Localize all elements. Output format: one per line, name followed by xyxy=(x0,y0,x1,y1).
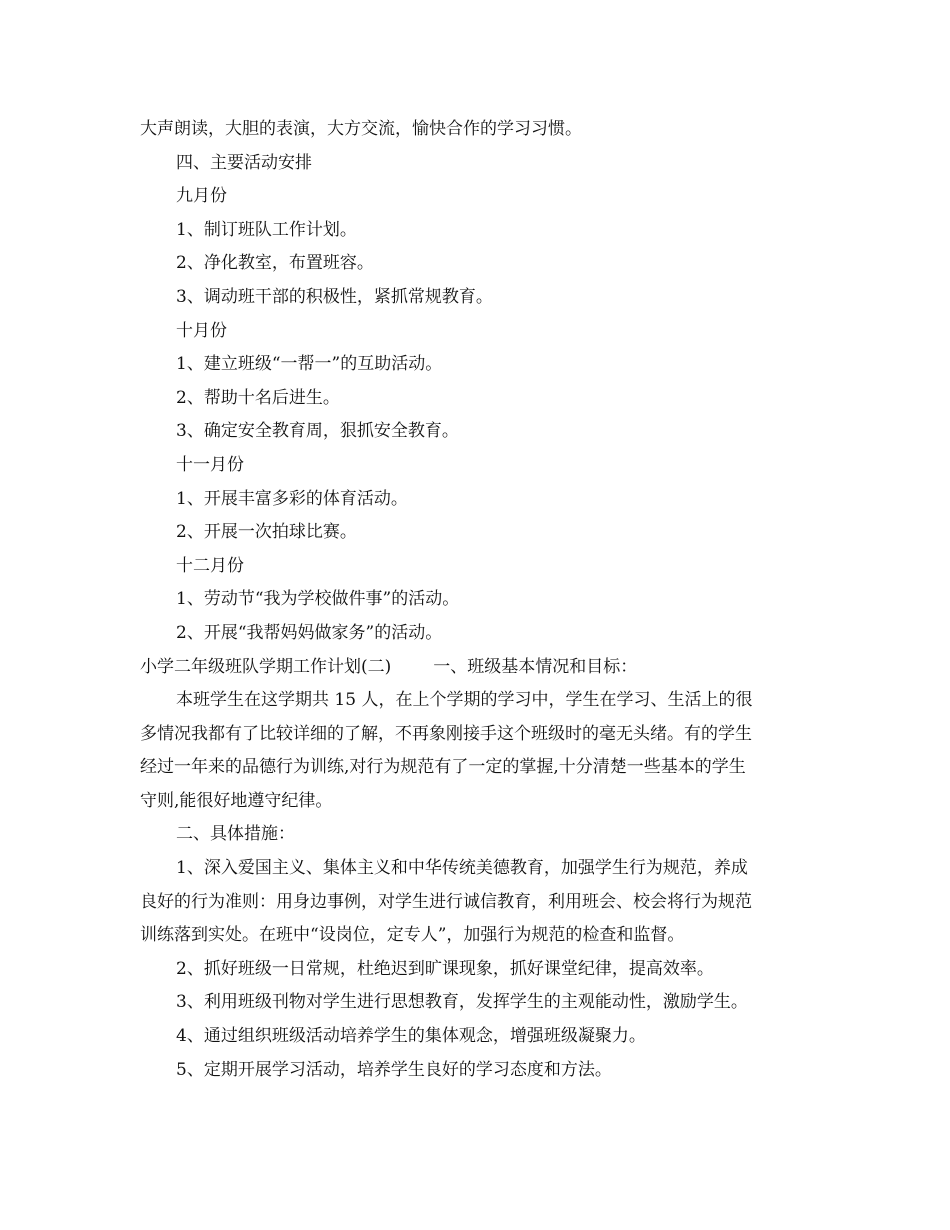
paragraph-line: 训练落到实处。在班中“设岗位，定专人”，加强行为规范的检查和监督。 xyxy=(140,925,685,946)
section-title: 小学二年级班队学期工作计划(二) xyxy=(140,656,392,677)
month-heading: 十月份 xyxy=(176,320,227,341)
list-item: 3、确定安全教育周，狠抓安全教育。 xyxy=(176,421,459,442)
paragraph-line: 本班学生在这学期共 15 人，在上个学期的学习中，学生在学习、生活上的很 xyxy=(176,690,753,711)
section-title-line xyxy=(140,651,815,685)
month-heading: 十一月份 xyxy=(176,454,244,475)
paragraph-line: 1、深入爱国主义、集体主义和中华传统美德教育，加强学生行为规范，养成 xyxy=(176,858,748,879)
list-item: 5、定期开展学习活动，培养学生良好的学习态度和方法。 xyxy=(176,1059,612,1080)
list-item: 1、制订班队工作计划。 xyxy=(176,219,357,240)
list-item: 2、帮助十名后进生。 xyxy=(176,387,340,408)
paragraph-line: 经过一年来的品德行为训练,对行为规范有了一定的掌握,十分清楚一些基本的学生 xyxy=(140,757,746,778)
section-heading: 四、主要活动安排 xyxy=(176,152,312,173)
list-item: 1、劳动节“我为学校做件事”的活动。 xyxy=(176,589,460,610)
list-item: 2、抓好班级一日常规，杜绝迟到旷课现象，抓好课堂纪律，提高效率。 xyxy=(176,958,714,979)
list-item: 4、通过组织班级活动培养学生的集体观念，增强班级凝聚力。 xyxy=(176,1026,646,1047)
list-item: 3、利用班级刊物对学生进行思想教育，发挥学生的主观能动性，激励学生。 xyxy=(176,992,748,1013)
list-item: 2、净化教室，布置班容。 xyxy=(176,253,374,274)
list-item: 2、开展“我帮妈妈做家务”的活动。 xyxy=(176,622,443,643)
month-heading: 十二月份 xyxy=(176,555,244,576)
document-body xyxy=(140,113,815,1087)
paragraph-line: 守则,能很好地遵守纪律。 xyxy=(140,790,333,811)
paragraph-line: 良好的行为准则：用身边事例，对学生进行诚信教育，利用班会、校会将行为规范 xyxy=(140,891,752,912)
section-heading: 二、具体措施： xyxy=(176,824,295,845)
list-item: 1、建立班级“一帮一”的互助活动。 xyxy=(176,354,443,375)
text-line: 大声朗读，大胆的表演，大方交流，愉快合作的学习习惯。 xyxy=(140,119,582,139)
month-heading: 九月份 xyxy=(176,186,227,207)
section-heading: 一、班级基本情况和目标： xyxy=(433,656,638,677)
list-item: 3、调动班干部的积极性，紧抓常规教育。 xyxy=(176,286,493,307)
list-item: 2、开展一次拍球比赛。 xyxy=(176,522,357,543)
paragraph-line: 多情况我都有了比较详细的了解，不再象刚接手这个班级时的毫无头绪。有的学生 xyxy=(140,723,752,744)
list-item: 1、开展丰富多彩的体育活动。 xyxy=(176,488,408,509)
